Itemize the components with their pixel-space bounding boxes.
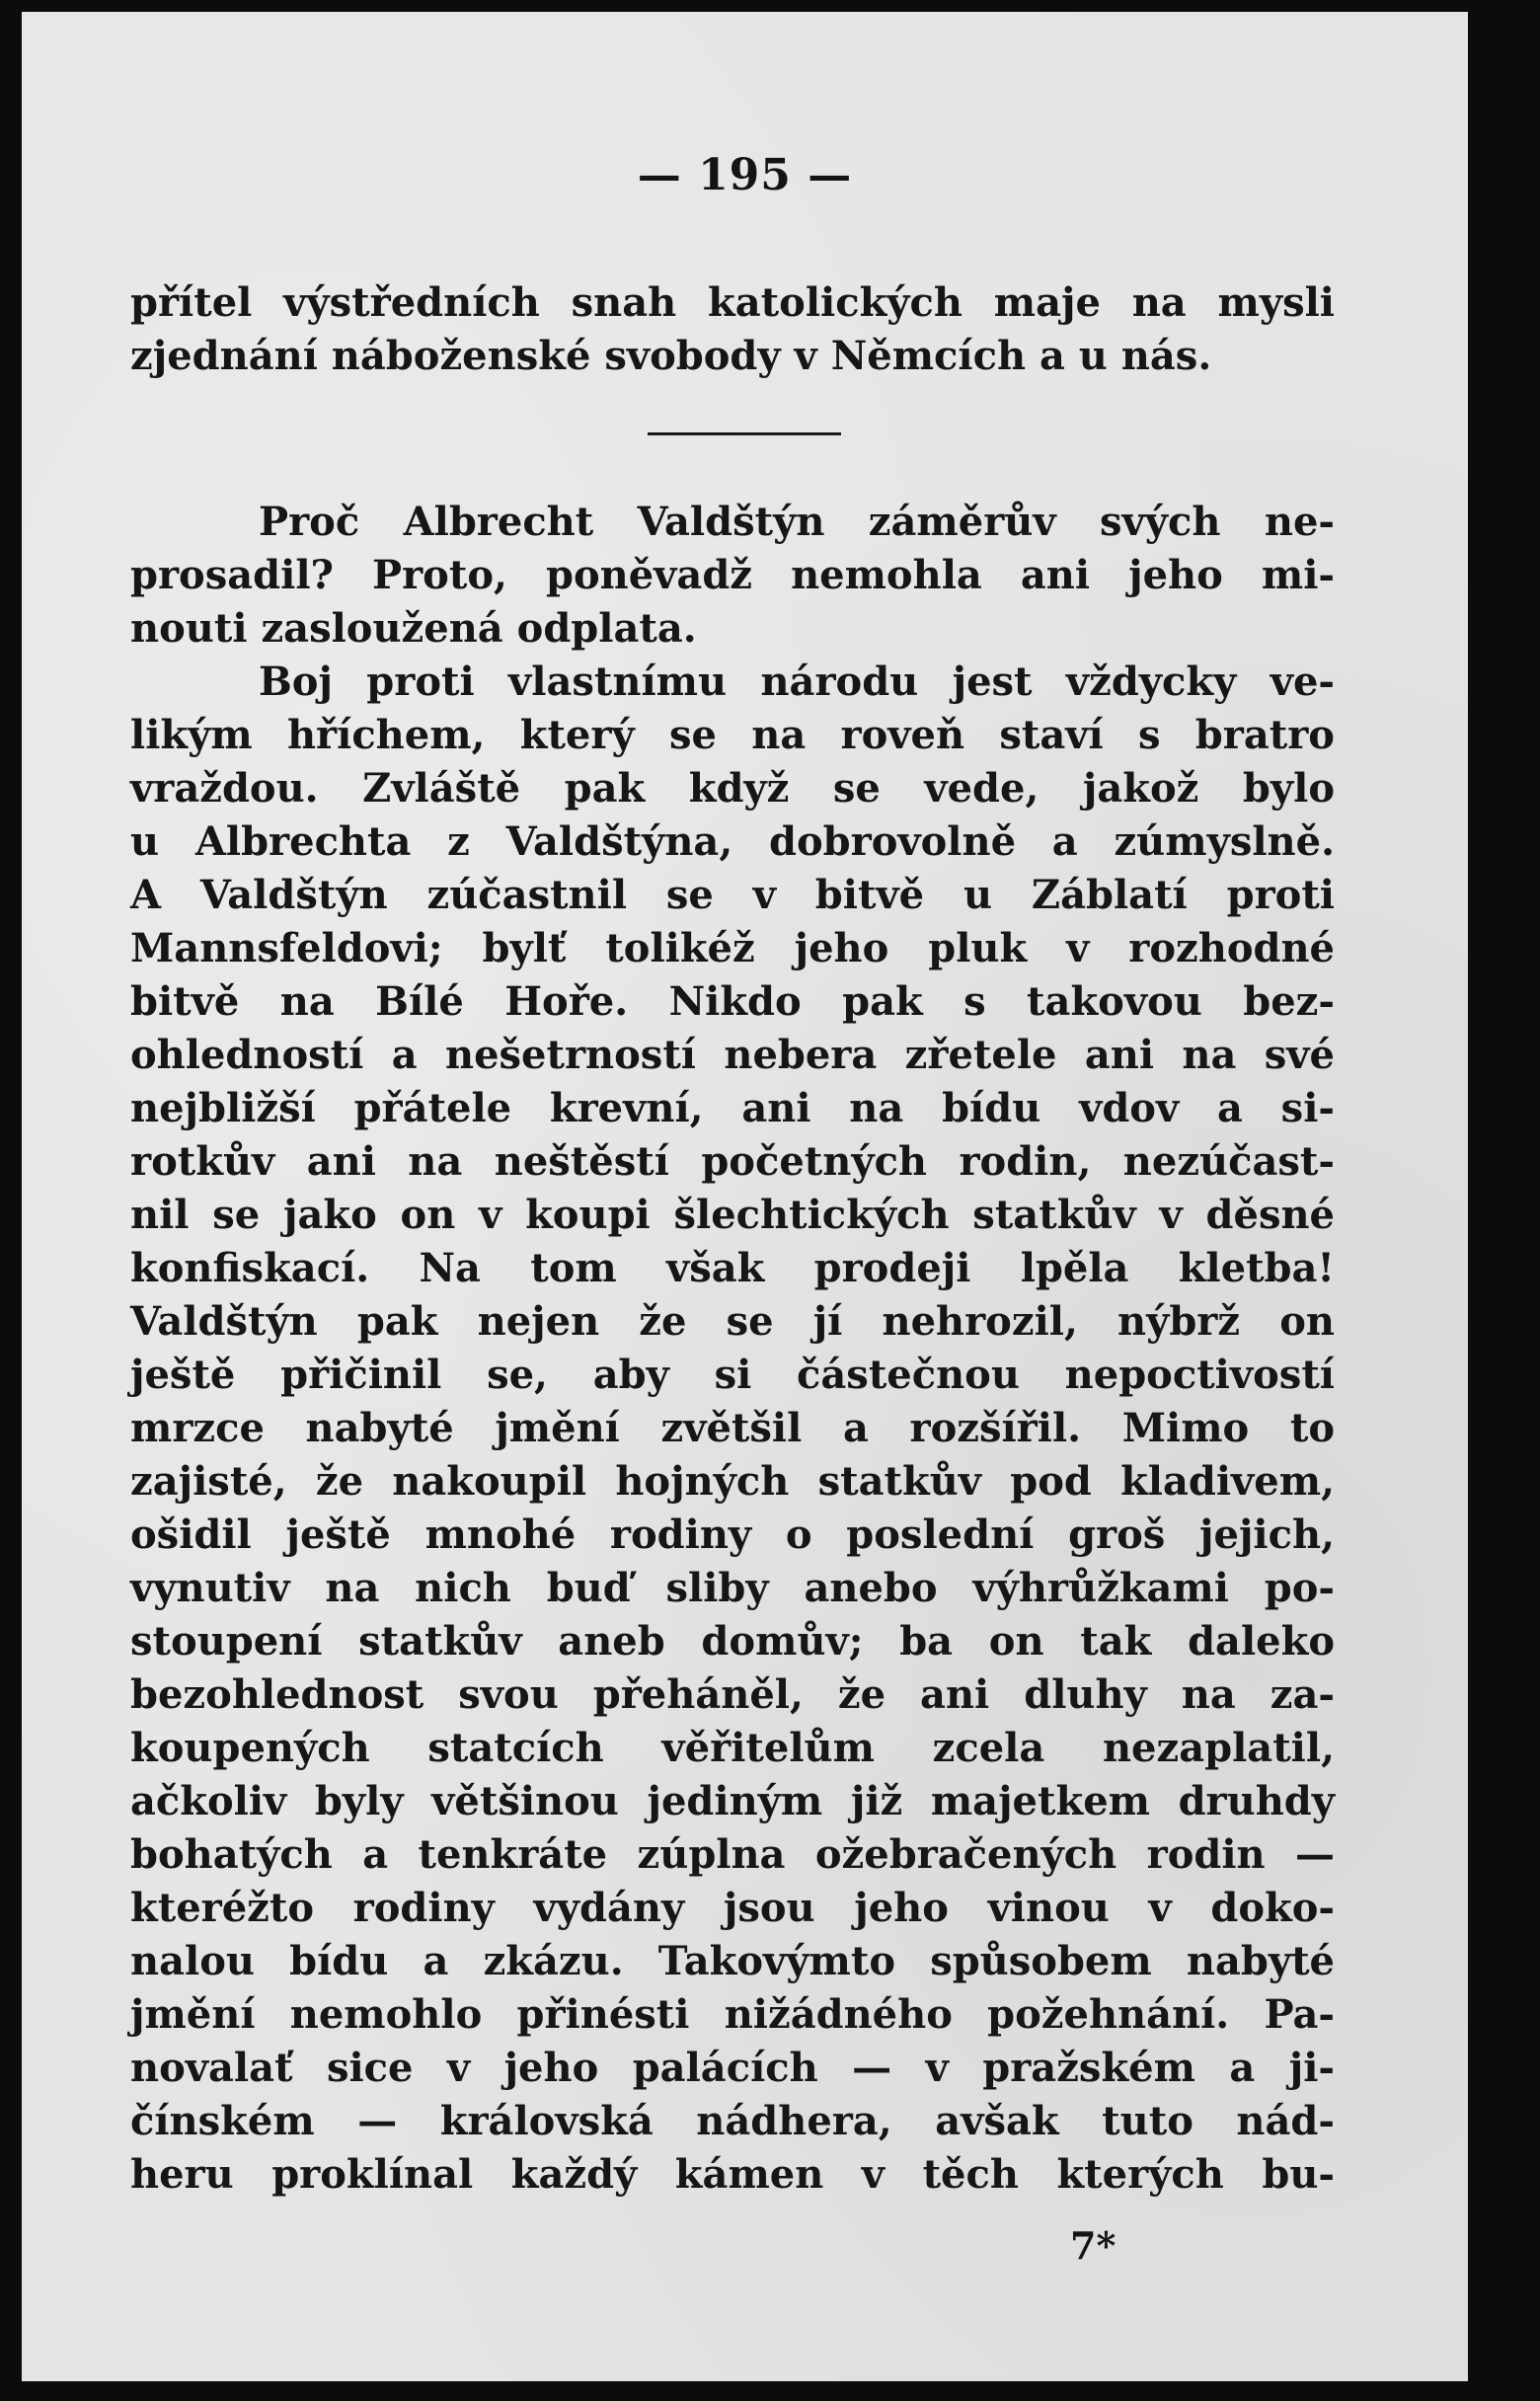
text-line: nalou bídu a zkázu. Takovýmto spůsobem nabyté <box>130 1938 1335 1984</box>
text-line: vraždou. Zvláště pak když se vede, jakož bylo <box>130 765 1335 812</box>
text-line: zjednání náboženské svobody v Němcích a u nás. <box>130 333 1212 379</box>
text-line: ještě přičinil se, aby si částečnou nepoctivostí <box>130 1352 1335 1398</box>
text-line: bohatých a tenkráte zúplna ožebračených rodin — <box>130 1831 1335 1878</box>
text-line: přítel výstředních snah katolických maje na mysli <box>130 279 1335 326</box>
text-line: ošidil ještě mnohé rodiny o poslední groš jejich, <box>130 1511 1335 1558</box>
text-line: koupených statcích věřitelům zcela nezaplatil, <box>130 1725 1335 1771</box>
paragraph-main <box>130 496 1335 2202</box>
text-line: heru proklínal každý kámen v těch kterých bu- <box>130 2151 1335 2198</box>
signature-mark: 7* <box>1070 2223 1116 2268</box>
page-number: — 195 — <box>637 150 853 200</box>
text-line: nouti zasloužená odplata. <box>130 605 697 652</box>
text-line: nejbližší přátele krevní, ani na bídu vdov a si- <box>130 1085 1335 1131</box>
text-line: novalať sice v jeho palácích — v pražském a ji- <box>130 2045 1335 2091</box>
text-line: Proč Albrecht Valdštýn záměrův svých ne- <box>259 499 1335 545</box>
text-line: ačkoliv byly většinou jediným již majetkem druhdy <box>130 1778 1335 1824</box>
text-line: Boj proti vlastnímu národu jest vždycky ve- <box>259 658 1335 705</box>
text-line: bezohlednost svou přeháněl, že ani dluhy na za- <box>130 1671 1335 1718</box>
text-line: Mannsfeldovi; bylť tolikéž jeho pluk v rozhodné <box>130 925 1335 971</box>
text-line: Valdštýn pak nejen že se jí nehrozil, nýbrž on <box>130 1298 1335 1345</box>
book-page <box>22 12 1468 2381</box>
section-separator <box>648 432 841 435</box>
text-line: čínském — královská nádhera, avšak tuto nád- <box>130 2098 1335 2144</box>
text-line: vynutiv na nich buď sliby anebo výhrůžkami po- <box>130 1565 1335 1611</box>
text-line: u Albrechta z Valdštýna, dobrovolně a zúmyslně. <box>130 818 1335 865</box>
text-line: zajisté, že nakoupil hojných statkův pod kladivem, <box>130 1458 1335 1505</box>
text-line: nil se jako on v koupi šlechtických statkův v děsné <box>130 1192 1335 1238</box>
text-line: likým hříchem, který se na roveň staví s bratro <box>130 712 1335 758</box>
text-line: bitvě na Bílé Hoře. Nikdo pak s takovou bez- <box>130 978 1335 1025</box>
text-line: stoupení statkův aneb domův; ba on tak daleko <box>130 1618 1335 1665</box>
text-line: konfiskací. Na tom však prodeji lpěla kletba! <box>130 1245 1335 1291</box>
text-line: jmění nemohlo přinésti nižádného požehnání. Pa- <box>130 1991 1335 2038</box>
text-line: prosadil? Proto, poněvadž nemohla ani jeho mi- <box>130 552 1335 598</box>
text-line: rotkův ani na neštěstí početných rodin, nezúčast- <box>130 1138 1335 1185</box>
paragraph-continuation <box>130 276 1335 383</box>
text-line: mrzce nabyté jmění zvětšil a rozšířil. Mimo to <box>130 1405 1335 1451</box>
text-line: A Valdštýn zúčastnil se v bitvě u Záblatí proti <box>130 872 1335 918</box>
text-line: ohledností a nešetrností nebera zřetele ani na své <box>130 1032 1335 1078</box>
text-line: kteréžto rodiny vydány jsou jeho vinou v doko- <box>130 1885 1335 1931</box>
